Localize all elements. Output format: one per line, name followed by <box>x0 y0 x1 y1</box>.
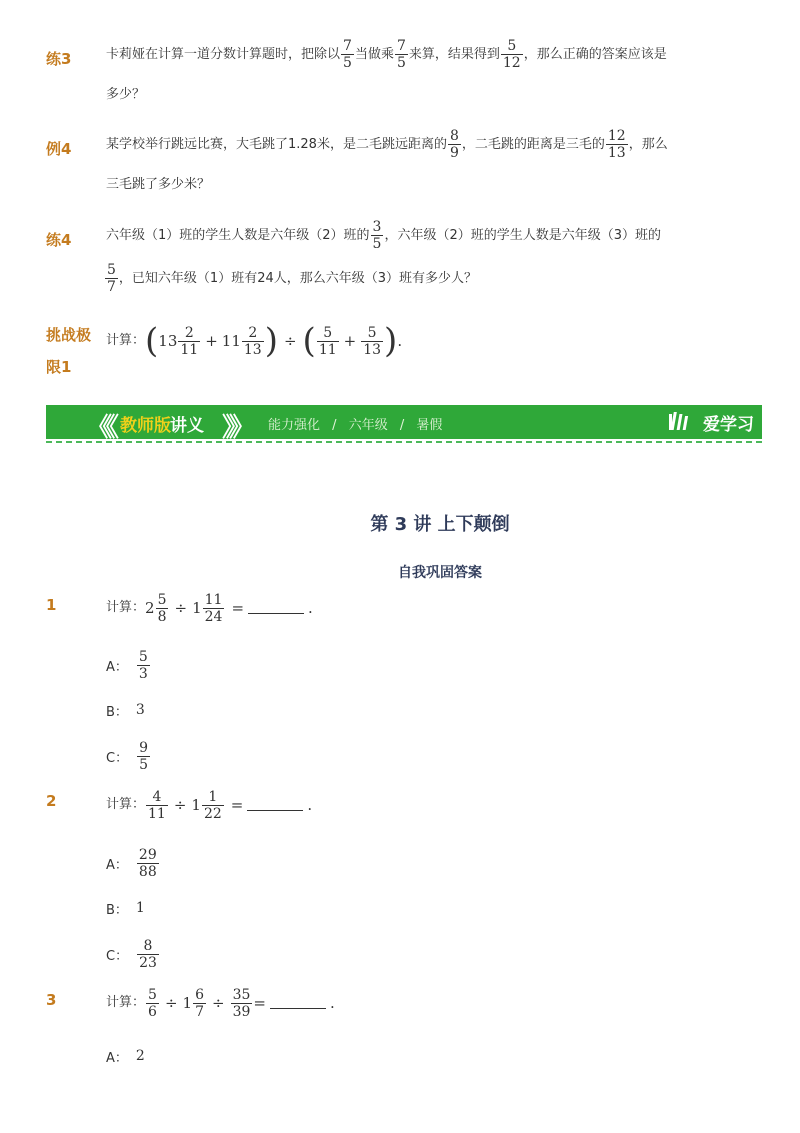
problem-tag-challenge-line1: 挑战极 <box>46 326 92 344</box>
chevron-right-icon: 》》 <box>222 413 250 443</box>
left-paren: ( <box>302 321 316 361</box>
period: . <box>397 332 403 350</box>
fraction: $\frac{5}{7}$ <box>107 262 116 295</box>
mixed-whole: 2 <box>145 599 155 617</box>
text-segment: 当做乘 <box>354 47 394 62</box>
option-value: 1 <box>135 900 145 916</box>
period: . <box>329 994 335 1012</box>
fraction: $\frac{35}{39}$ <box>232 986 251 1020</box>
text-segment: ，那么 <box>628 137 668 152</box>
fraction: $\frac{5}{13}$ <box>363 324 382 358</box>
mixed-whole: 1 <box>182 994 193 1012</box>
fraction: $\frac{11}{24}$ <box>204 591 223 625</box>
option-label: B： <box>106 902 128 918</box>
fraction: $\frac{9}{5}$ <box>139 739 148 773</box>
divide-operator: ÷ <box>283 332 297 350</box>
option-value: 3 <box>135 702 145 718</box>
lecture-subtitle: 自我巩固答案 <box>398 565 482 581</box>
plus-operator: + <box>205 332 218 350</box>
answer-option <box>106 700 145 720</box>
answer-option <box>106 645 151 685</box>
fraction: $\frac{5}{8}$ <box>157 591 167 625</box>
text-segment: ，六年级（2）班的学生人数是六年级（3）班的 <box>384 228 662 243</box>
text-segment: 卡莉娅在计算一道分数计算题时，把除以 <box>106 47 341 62</box>
fraction: $\frac{5}{12}$ <box>502 38 521 71</box>
fraction: $\frac{2}{11}$ <box>180 324 199 358</box>
fraction: $\frac{6}{7}$ <box>195 986 204 1020</box>
divide-operator: ÷ <box>164 994 178 1012</box>
text-segment: 来算，结果得到 <box>408 47 500 62</box>
answer-number: 1 <box>46 596 57 614</box>
answer-blank <box>247 809 303 811</box>
crumb-item: 暑假 <box>416 418 443 433</box>
expression-label: 计算： <box>106 333 146 348</box>
crumb-separator: / <box>332 418 337 433</box>
answer-option <box>106 843 160 883</box>
divide-operator: ÷ <box>173 796 187 814</box>
fraction: $\frac{12}{13}$ <box>607 128 626 161</box>
answer-blank <box>248 612 304 614</box>
crumb-separator: / <box>399 418 405 433</box>
fraction: $\frac{2}{13}$ <box>243 324 262 358</box>
text-segment: ，那么正确的答案应该是 <box>523 47 667 62</box>
fraction: $\frac{3}{5}$ <box>372 219 382 252</box>
period: . <box>307 796 313 814</box>
option-label: C： <box>106 750 129 766</box>
brand-name: 爱学习 <box>703 415 754 435</box>
text-segment: ，二毛跳的距离是三毛的 <box>461 137 605 152</box>
brand-logo-icon <box>668 411 692 433</box>
fraction: $\frac{8}{9}$ <box>449 128 459 161</box>
fraction: $\frac{5}{6}$ <box>148 986 157 1020</box>
problem-lian3-text-line2: 多少？ <box>106 87 146 102</box>
lecture-title: 第 3 讲 上下颠倒 <box>370 514 510 535</box>
challenge-expression <box>106 316 402 366</box>
banner-breadcrumb <box>268 414 450 433</box>
banner-title-part2: 讲义 <box>170 416 204 436</box>
problem-lian4-text-line2 <box>104 262 764 295</box>
problem-li4-text <box>106 128 766 161</box>
right-paren: ) <box>264 321 278 361</box>
chevron-left-icon: 《《 <box>86 413 114 443</box>
answer-number: 2 <box>46 792 57 810</box>
answer-option <box>106 1046 145 1066</box>
problem-tag-lian4: 练4 <box>46 231 72 249</box>
problem-lian4-text <box>106 219 766 252</box>
mixed-whole: 1 <box>192 599 202 617</box>
equals-sign: = <box>231 599 245 617</box>
option-label: A： <box>106 857 128 873</box>
option-label: A： <box>106 659 128 675</box>
answer-blank <box>270 1007 326 1009</box>
expression-label: 计算： <box>106 995 146 1010</box>
plus-operator: + <box>343 332 357 350</box>
expression-label: 计算： <box>106 797 146 812</box>
crumb-item: 能力强化 <box>268 418 321 433</box>
crumb-item: 六年级 <box>348 418 388 433</box>
option-value: 2 <box>135 1048 145 1064</box>
banner-title-part1: 教师版 <box>120 416 171 436</box>
fraction: $\frac{5}{11}$ <box>318 324 337 358</box>
fraction: $\frac{1}{22}$ <box>203 788 222 822</box>
answer-option <box>106 934 160 974</box>
answer-2-expression <box>106 785 312 825</box>
text-segment: 某学校举行跳远比赛，大毛跳了1.28米，是二毛跳远距离的 <box>106 137 447 152</box>
fraction: $\frac{7}{5}$ <box>396 38 406 71</box>
text-segment: 六年级（1）班的学生人数是六年级（2）班的 <box>106 228 370 243</box>
problem-lian3-text <box>106 38 766 71</box>
option-label: B： <box>106 704 128 720</box>
fraction: $\frac{29}{88}$ <box>138 846 157 880</box>
left-paren: ( <box>145 321 159 361</box>
mixed-whole: 13 <box>158 332 178 350</box>
problem-tag-lian3: 练3 <box>46 50 72 68</box>
answer-option <box>106 736 151 776</box>
banner-divider <box>46 441 762 443</box>
right-paren: ) <box>384 321 398 361</box>
lecture-banner <box>46 405 762 443</box>
fraction: $\frac{5}{3}$ <box>138 648 148 682</box>
answer-3-expression <box>106 983 335 1023</box>
period: . <box>308 599 313 617</box>
problem-tag-challenge-line2: 限1 <box>46 358 72 376</box>
expression-label: 计算： <box>106 600 146 615</box>
answer-number: 3 <box>46 991 57 1009</box>
option-label: C： <box>106 948 129 964</box>
equals-sign: = <box>253 994 266 1012</box>
answer-1-expression <box>106 588 313 628</box>
mixed-whole: 11 <box>221 332 241 350</box>
fraction: $\frac{8}{23}$ <box>139 937 157 971</box>
problem-tag-li4: 例4 <box>46 140 72 158</box>
equals-sign: = <box>230 796 244 814</box>
text-segment: ，已知六年级（1）班有24人，那么六年级（3）班有多少人？ <box>118 271 478 286</box>
problem-li4-text-line2: 三毛跳了多少米？ <box>106 177 211 192</box>
fraction: $\frac{4}{11}$ <box>148 788 166 822</box>
answer-option <box>106 898 145 918</box>
fraction: $\frac{7}{5}$ <box>343 38 352 71</box>
option-label: A： <box>106 1050 128 1066</box>
divide-operator: ÷ <box>174 599 188 617</box>
mixed-whole: 1 <box>191 796 201 814</box>
divide-operator: ÷ <box>211 994 225 1012</box>
